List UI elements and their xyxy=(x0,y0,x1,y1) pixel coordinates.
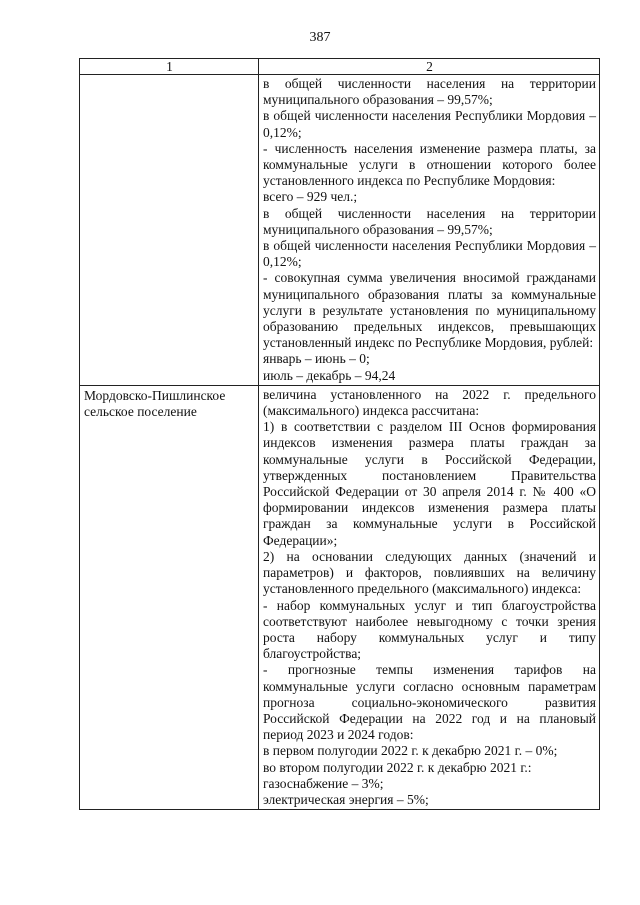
text-line: - набор коммунальных услуг и тип благоустройства соответствуют наиболее невыгодному с точки зрения роста набору коммунальных услуг и типу благоустройства; xyxy=(263,597,596,662)
text-line: 1) в соответствии с разделом III Основ формирования индексов изменения размера платы граждан за коммунальные услуги в Российской Федерации, утвержденных постановлением Правительства Российской Федерации от 30 апреля 2014 г. № 400 «О формировании индексов изменения размера платы граждан за коммунальные услуги в Российской Федерации»; xyxy=(263,419,596,548)
column-header-1: 1 xyxy=(80,59,259,75)
text-line: - численность населения изменение размера платы, за коммунальные услуги в отношении которого более установленного индекса по Республике Мордовия: xyxy=(263,140,596,189)
text-line: во втором полугодии 2022 г. к декабрю 2021 г.: xyxy=(263,759,532,775)
table-row xyxy=(80,385,600,809)
text-line: газоснабжение – 3%; xyxy=(263,775,384,791)
page-number: 387 xyxy=(309,30,331,45)
text-line: в общей численности населения на территории муниципального образования – 99,57%; xyxy=(263,76,596,108)
text-line: в первом полугодии 2022 г. к декабрю 2021 г. – 0%; xyxy=(263,743,558,759)
table-header-row xyxy=(80,59,600,75)
text-line: в общей численности населения Республики Мордовия – 0,12%; xyxy=(263,108,596,140)
municipality-cell xyxy=(80,75,259,386)
text-line: величина установленного на 2022 г. предельного (максимального) индекса рассчитана: xyxy=(263,386,596,419)
text-line: в общей численности населения Республики Мордовия – 0,12%; xyxy=(263,238,596,270)
document-table xyxy=(79,58,600,810)
text-line: - прогнозные темпы изменения тарифов на коммунальные услуги согласно основным параметрам прогноза социально-экономического развития Российской Федерации на 2022 год и на плановый период 2023 и 2024 годов: xyxy=(263,662,596,743)
text-line: - совокупная сумма увеличения вносимой гражданами муниципального образования платы за коммунальные услуги в результате установления по муниципальному образованию предельных индексов, превышающих установленный индекс по Республике Мордовия, рублей: xyxy=(263,270,596,351)
table-row xyxy=(80,75,600,386)
text-line: июль – декабрь – 94,24 xyxy=(263,367,396,383)
text-line: электрическая энергия – 5%; xyxy=(263,791,429,807)
description-cell xyxy=(259,75,600,386)
text-line: 2) на основании следующих данных (значений и параметров) и факторов, повлиявших на величину установленного предельного (максимального) индекса: xyxy=(263,548,596,597)
municipality-cell: Мордовско-Пишлинское сельское поселение xyxy=(80,385,259,809)
text-line: январь – июнь – 0; xyxy=(263,351,370,367)
text-line: всего – 929 чел.; xyxy=(263,189,358,205)
text-line: в общей численности населения на территории муниципального образования – 99,57%; xyxy=(263,205,596,237)
column-header-2: 2 xyxy=(259,59,600,75)
description-cell xyxy=(259,385,600,809)
